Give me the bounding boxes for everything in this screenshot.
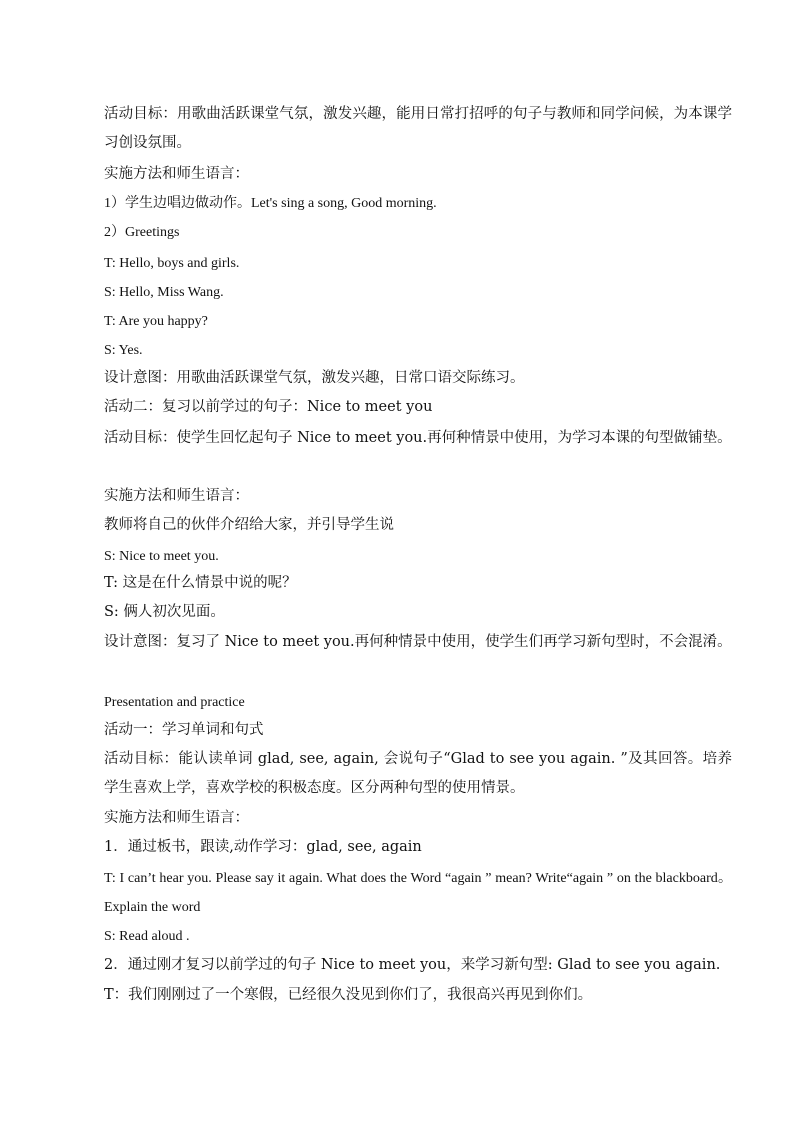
step-2-line: 2．通过刚才复习以前学过的句子 Nice to meet you，来学习新句型: Glad to see you again. <box>104 957 721 973</box>
dialogue-line: T: 这是在什么情景中说的呢？ <box>104 575 297 591</box>
method-heading: 实施方法和师生语言： <box>104 810 249 826</box>
method-heading: 实施方法和师生语言： <box>104 488 249 504</box>
design-intent-paragraph: 设计意图：复习了 Nice to meet you.再何种情景中使用，使学生们再学习新句型时，不会混淆。 <box>104 634 732 650</box>
activity-two-heading: 活动二：复习以前学过的句子：Nice to meet you <box>104 399 433 415</box>
step-1-line: 1）学生边唱边做动作。Let's sing a song, Good morning. <box>104 196 437 211</box>
section-heading: Presentation and practice <box>104 695 245 710</box>
design-intent-paragraph: 设计意图：用歌曲活跃课堂气氛，激发兴趣，日常口语交际练习。 <box>104 370 525 386</box>
dialogue-line: T: Are you happy? <box>104 314 208 329</box>
step-2-line: 2）Greetings <box>104 225 180 240</box>
dialogue-line: T: Hello, boys and girls. <box>104 256 240 271</box>
activity-goal-paragraph: 活动目标：用歌曲活跃课堂气氛，激发兴趣，能用日常打招呼的句子与教师和同学问候，为本课学习创设氛围。 <box>104 106 732 151</box>
activity-one-heading: 活动一：学习单词和句式 <box>104 722 264 738</box>
dialogue-paragraph: T: I can’t hear you. Please say it again. What does the Word “again ” mean? Write“again ” on the blackboard。Explain the word <box>104 871 732 915</box>
instruction-paragraph: 教师将自己的伙伴介绍给大家，并引导学生说 <box>104 517 394 533</box>
dialogue-line: S: Nice to meet you. <box>104 549 219 564</box>
dialogue-line: S: Hello, Miss Wang. <box>104 285 224 300</box>
dialogue-line: S: 俩人初次见面。 <box>104 604 225 620</box>
activity-goal-paragraph: 活动目标：能认读单词 glad, see, again, 会说句子“Glad to see you again. ”及其回答。培养学生喜欢上学，喜欢学校的积极态度。区分两种句型的使用情景。 <box>104 751 732 796</box>
activity-goal-paragraph: 活动目标：使学生回忆起句子 Nice to meet you.再何种情景中使用，为学习本课的句型做铺垫。 <box>104 430 732 446</box>
dialogue-line: S: Read aloud . <box>104 929 190 944</box>
dialogue-line: T：我们刚刚过了一个寒假，已经很久没见到你们了，我很高兴再见到你们。 <box>104 987 593 1003</box>
dialogue-line: S: Yes. <box>104 343 143 358</box>
method-heading: 实施方法和师生语言： <box>104 166 249 182</box>
step-1-line: 1．通过板书，跟读,动作学习：glad, see, again <box>104 839 422 855</box>
